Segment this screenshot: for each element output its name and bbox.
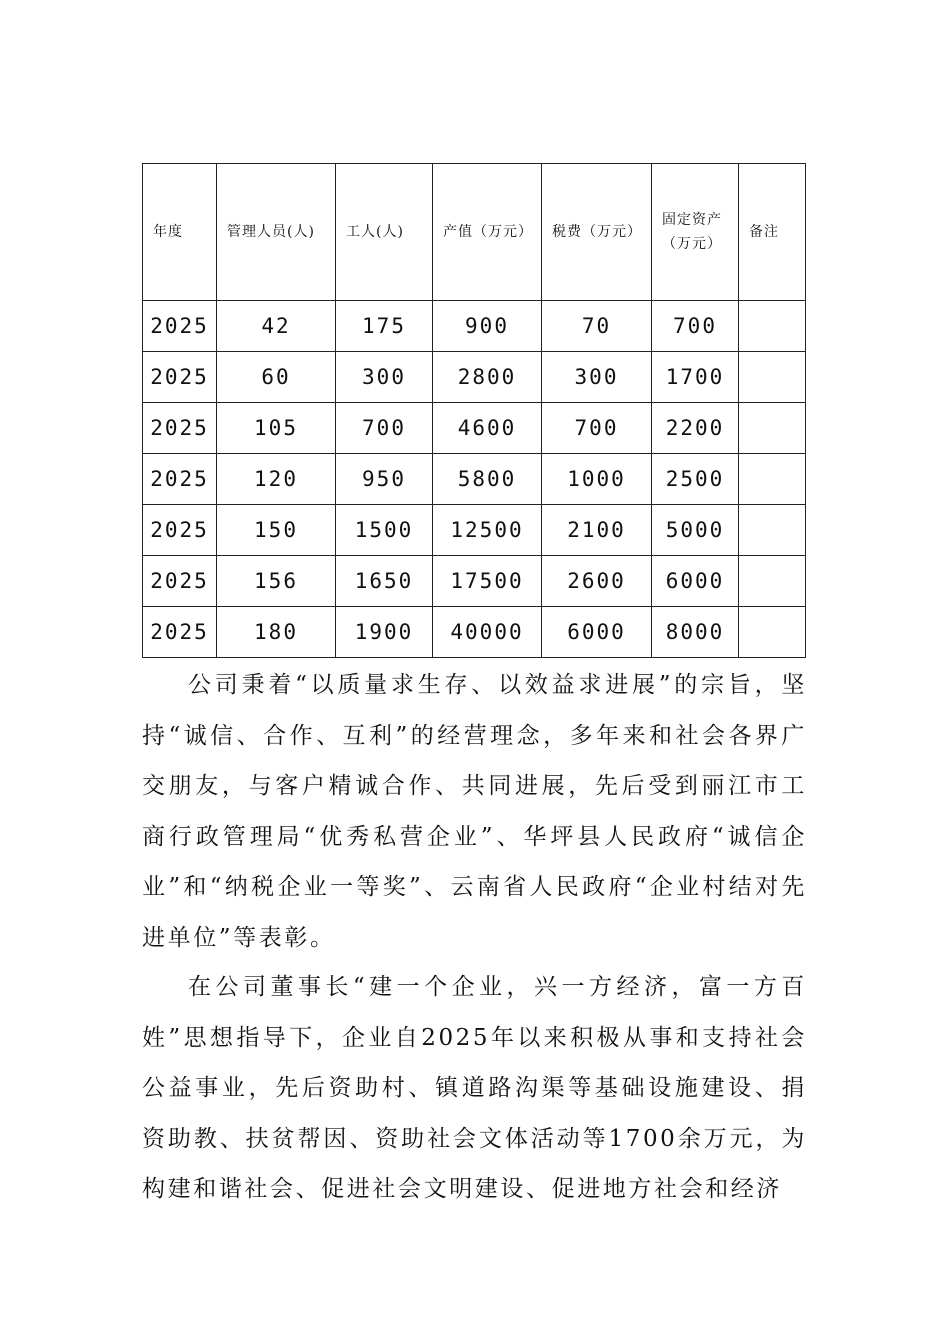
cell-year: 2025 xyxy=(143,556,217,607)
cell-fixed-assets: 1700 xyxy=(652,352,739,403)
cell-workers: 950 xyxy=(336,454,433,505)
cell-year: 2025 xyxy=(143,505,217,556)
data-table xyxy=(142,163,806,658)
body-paragraph: 在公司董事长“建一个企业，兴一方经济，富一方百姓”思想指导下，企业自2025年以来积极从事和支持社会公益事业，先后资助村、镇道路沟渠等基础设施建设、捐资助教、扶贫帮因、资助社会文体活动等1700余万元，为构建和谐社会、促进社会文明建设、促进地方社会和经济 xyxy=(142,974,807,1202)
cell-notes xyxy=(739,301,806,352)
cell-year: 2025 xyxy=(143,607,217,658)
cell-notes xyxy=(739,505,806,556)
table-row xyxy=(143,556,806,607)
cell-taxes: 2100 xyxy=(542,505,652,556)
cell-taxes: 300 xyxy=(542,352,652,403)
header-year: 年度 xyxy=(143,164,217,301)
cell-output-value: 12500 xyxy=(433,505,542,556)
cell-taxes: 70 xyxy=(542,301,652,352)
cell-notes xyxy=(739,454,806,505)
cell-notes xyxy=(739,403,806,454)
header-taxes: 税费（万元） xyxy=(542,164,652,301)
cell-management-staff: 150 xyxy=(217,505,336,556)
cell-management-staff: 180 xyxy=(217,607,336,658)
header-output-value: 产值（万元） xyxy=(433,164,542,301)
cell-taxes: 700 xyxy=(542,403,652,454)
cell-notes xyxy=(739,556,806,607)
body-paragraph: 公司秉着“以质量求生存、以效益求进展”的宗旨，坚持“诚信、合作、互利”的经营理念，多年来和社会各界广交朋友，与客户精诚合作、共同进展，先后受到丽江市工商行政管理局“优秀私营企业”、华坪县人民政府“诚信企业”和“纳税企业一等奖”、云南省人民政府“企业村结对先进单位”等表彰。 xyxy=(142,672,807,951)
cell-year: 2025 xyxy=(143,403,217,454)
cell-fixed-assets: 2500 xyxy=(652,454,739,505)
table-row xyxy=(143,607,806,658)
cell-output-value: 4600 xyxy=(433,403,542,454)
cell-fixed-assets: 2200 xyxy=(652,403,739,454)
cell-taxes: 2600 xyxy=(542,556,652,607)
cell-output-value: 5800 xyxy=(433,454,542,505)
cell-management-staff: 120 xyxy=(217,454,336,505)
cell-output-value: 17500 xyxy=(433,556,542,607)
cell-notes xyxy=(739,607,806,658)
table-row xyxy=(143,301,806,352)
table-row xyxy=(143,505,806,556)
cell-output-value: 40000 xyxy=(433,607,542,658)
table-row xyxy=(143,403,806,454)
header-workers: 工人(人) xyxy=(336,164,433,301)
header-notes: 备注 xyxy=(739,164,806,301)
cell-management-staff: 105 xyxy=(217,403,336,454)
cell-workers: 175 xyxy=(336,301,433,352)
cell-year: 2025 xyxy=(143,454,217,505)
cell-year: 2025 xyxy=(143,301,217,352)
cell-fixed-assets: 8000 xyxy=(652,607,739,658)
cell-taxes: 6000 xyxy=(542,607,652,658)
table-row xyxy=(143,454,806,505)
cell-output-value: 900 xyxy=(433,301,542,352)
cell-fixed-assets: 5000 xyxy=(652,505,739,556)
cell-management-staff: 42 xyxy=(217,301,336,352)
cell-fixed-assets: 6000 xyxy=(652,556,739,607)
table-row xyxy=(143,352,806,403)
cell-taxes: 1000 xyxy=(542,454,652,505)
cell-management-staff: 156 xyxy=(217,556,336,607)
header-fixed-assets: 固定资产（万元） xyxy=(652,164,739,301)
cell-year: 2025 xyxy=(143,352,217,403)
cell-fixed-assets: 700 xyxy=(652,301,739,352)
cell-management-staff: 60 xyxy=(217,352,336,403)
cell-workers: 1900 xyxy=(336,607,433,658)
cell-workers: 1500 xyxy=(336,505,433,556)
cell-workers: 1650 xyxy=(336,556,433,607)
cell-workers: 700 xyxy=(336,403,433,454)
cell-notes xyxy=(739,352,806,403)
cell-output-value: 2800 xyxy=(433,352,542,403)
header-management-staff: 管理人员(人) xyxy=(217,164,336,301)
cell-workers: 300 xyxy=(336,352,433,403)
table-header-row xyxy=(143,164,806,301)
